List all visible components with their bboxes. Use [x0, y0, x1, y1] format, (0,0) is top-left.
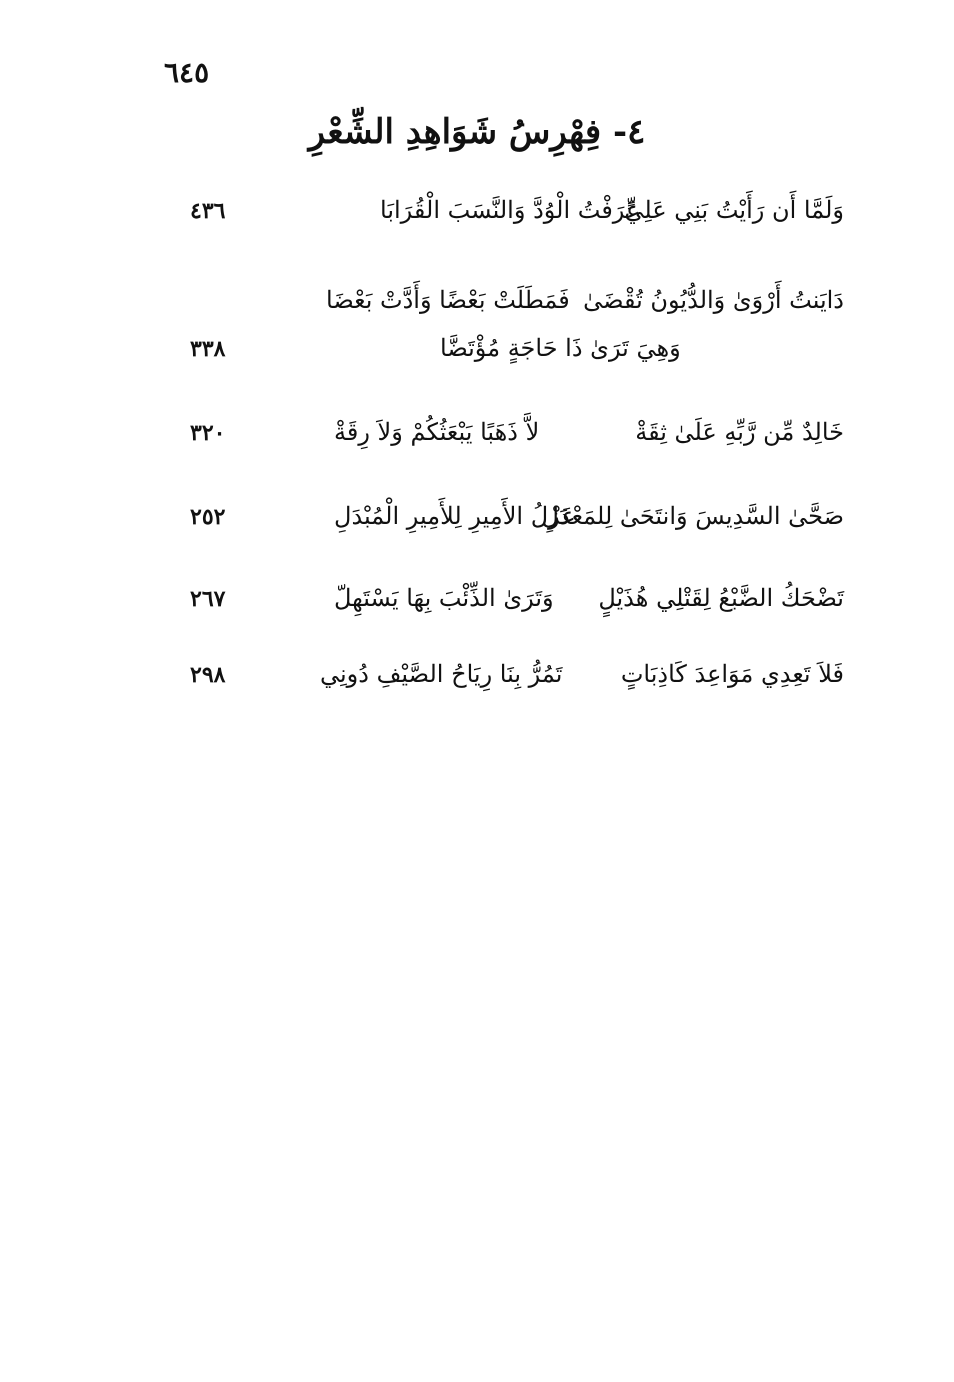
page-reference: ٢٦٧: [190, 586, 226, 612]
verse-third-hemistich: وَهِيَ تَرَىٰ ذَا حَاجَةٍ مُؤْتَضَّا: [440, 334, 681, 362]
verse-second-hemistich: وَتَرَىٰ الذِّئْبَ بِهَا يَسْتَهِلّ: [334, 584, 554, 612]
verse-first-hemistich: وَلَمَّا أَن رَأَيْتُ بَنِي عَلِيٍّ: [624, 196, 844, 224]
verse-first-hemistich: خَالِدٌ مِّن رَّبِّهِ عَلَىٰ ثِقَةْ: [635, 418, 844, 446]
page-reference: ٤٣٦: [190, 198, 226, 224]
verse-entry: [0, 418, 954, 458]
page-reference: ٢٥٢: [190, 504, 226, 530]
verse-first-hemistich: فَلاَ تَعِدِي مَوَاعِدَ كَاذِبَاتٍ: [620, 660, 844, 688]
verse-second-hemistich: فَمَطَلَتْ بَعْضًا وَأَدَّتْ بَعْضَا: [326, 286, 570, 314]
verse-entry: [0, 660, 954, 700]
verse-entry: [0, 584, 954, 624]
page-number: ٦٤٥: [164, 56, 210, 89]
verse-second-hemistich: عَرَفْتُ الْوُدَّ وَالنَّسَبَ الْقُرَابَا: [380, 196, 641, 224]
page-reference: ٣٢٠: [190, 420, 226, 446]
verse-first-hemistich: دَايَنتُ أَرْوَىٰ وَالدُّيُونُ تُقْضَىٰ: [583, 286, 844, 314]
verse-entry-continuation: [0, 334, 954, 374]
verse-first-hemistich: تَضْحَكُ الضَّبْعُ لِقَتْلِي هُذَيْلٍ: [598, 584, 844, 612]
verse-second-hemistich: لاَّ ذَهَبًا يَبْعَثُكُمْ وَلاَ رِقَةْ: [334, 418, 540, 446]
verse-entry: [0, 286, 954, 326]
verse-entry: [0, 196, 954, 236]
verse-first-hemistich: صَحَّىٰ السَّدِيسَ وَانتَحَىٰ لِلمَعْدَلِ: [541, 502, 844, 530]
verse-second-hemistich: عَزْلُ الأَمِيرِ لِلأَمِيرِ الْمُبْدَلِ: [334, 502, 576, 530]
verse-entry: [0, 502, 954, 542]
page-reference: ٣٣٨: [190, 336, 226, 362]
verse-second-hemistich: تَمُرُّ بِنَا رِيَاحُ الصَّيْفِ دُونِي: [320, 660, 563, 688]
page-title: ٤- فِهْرِسُ شَوَاهِدِ الشِّعْرِ: [308, 112, 646, 152]
page-reference: ٢٩٨: [190, 662, 226, 688]
